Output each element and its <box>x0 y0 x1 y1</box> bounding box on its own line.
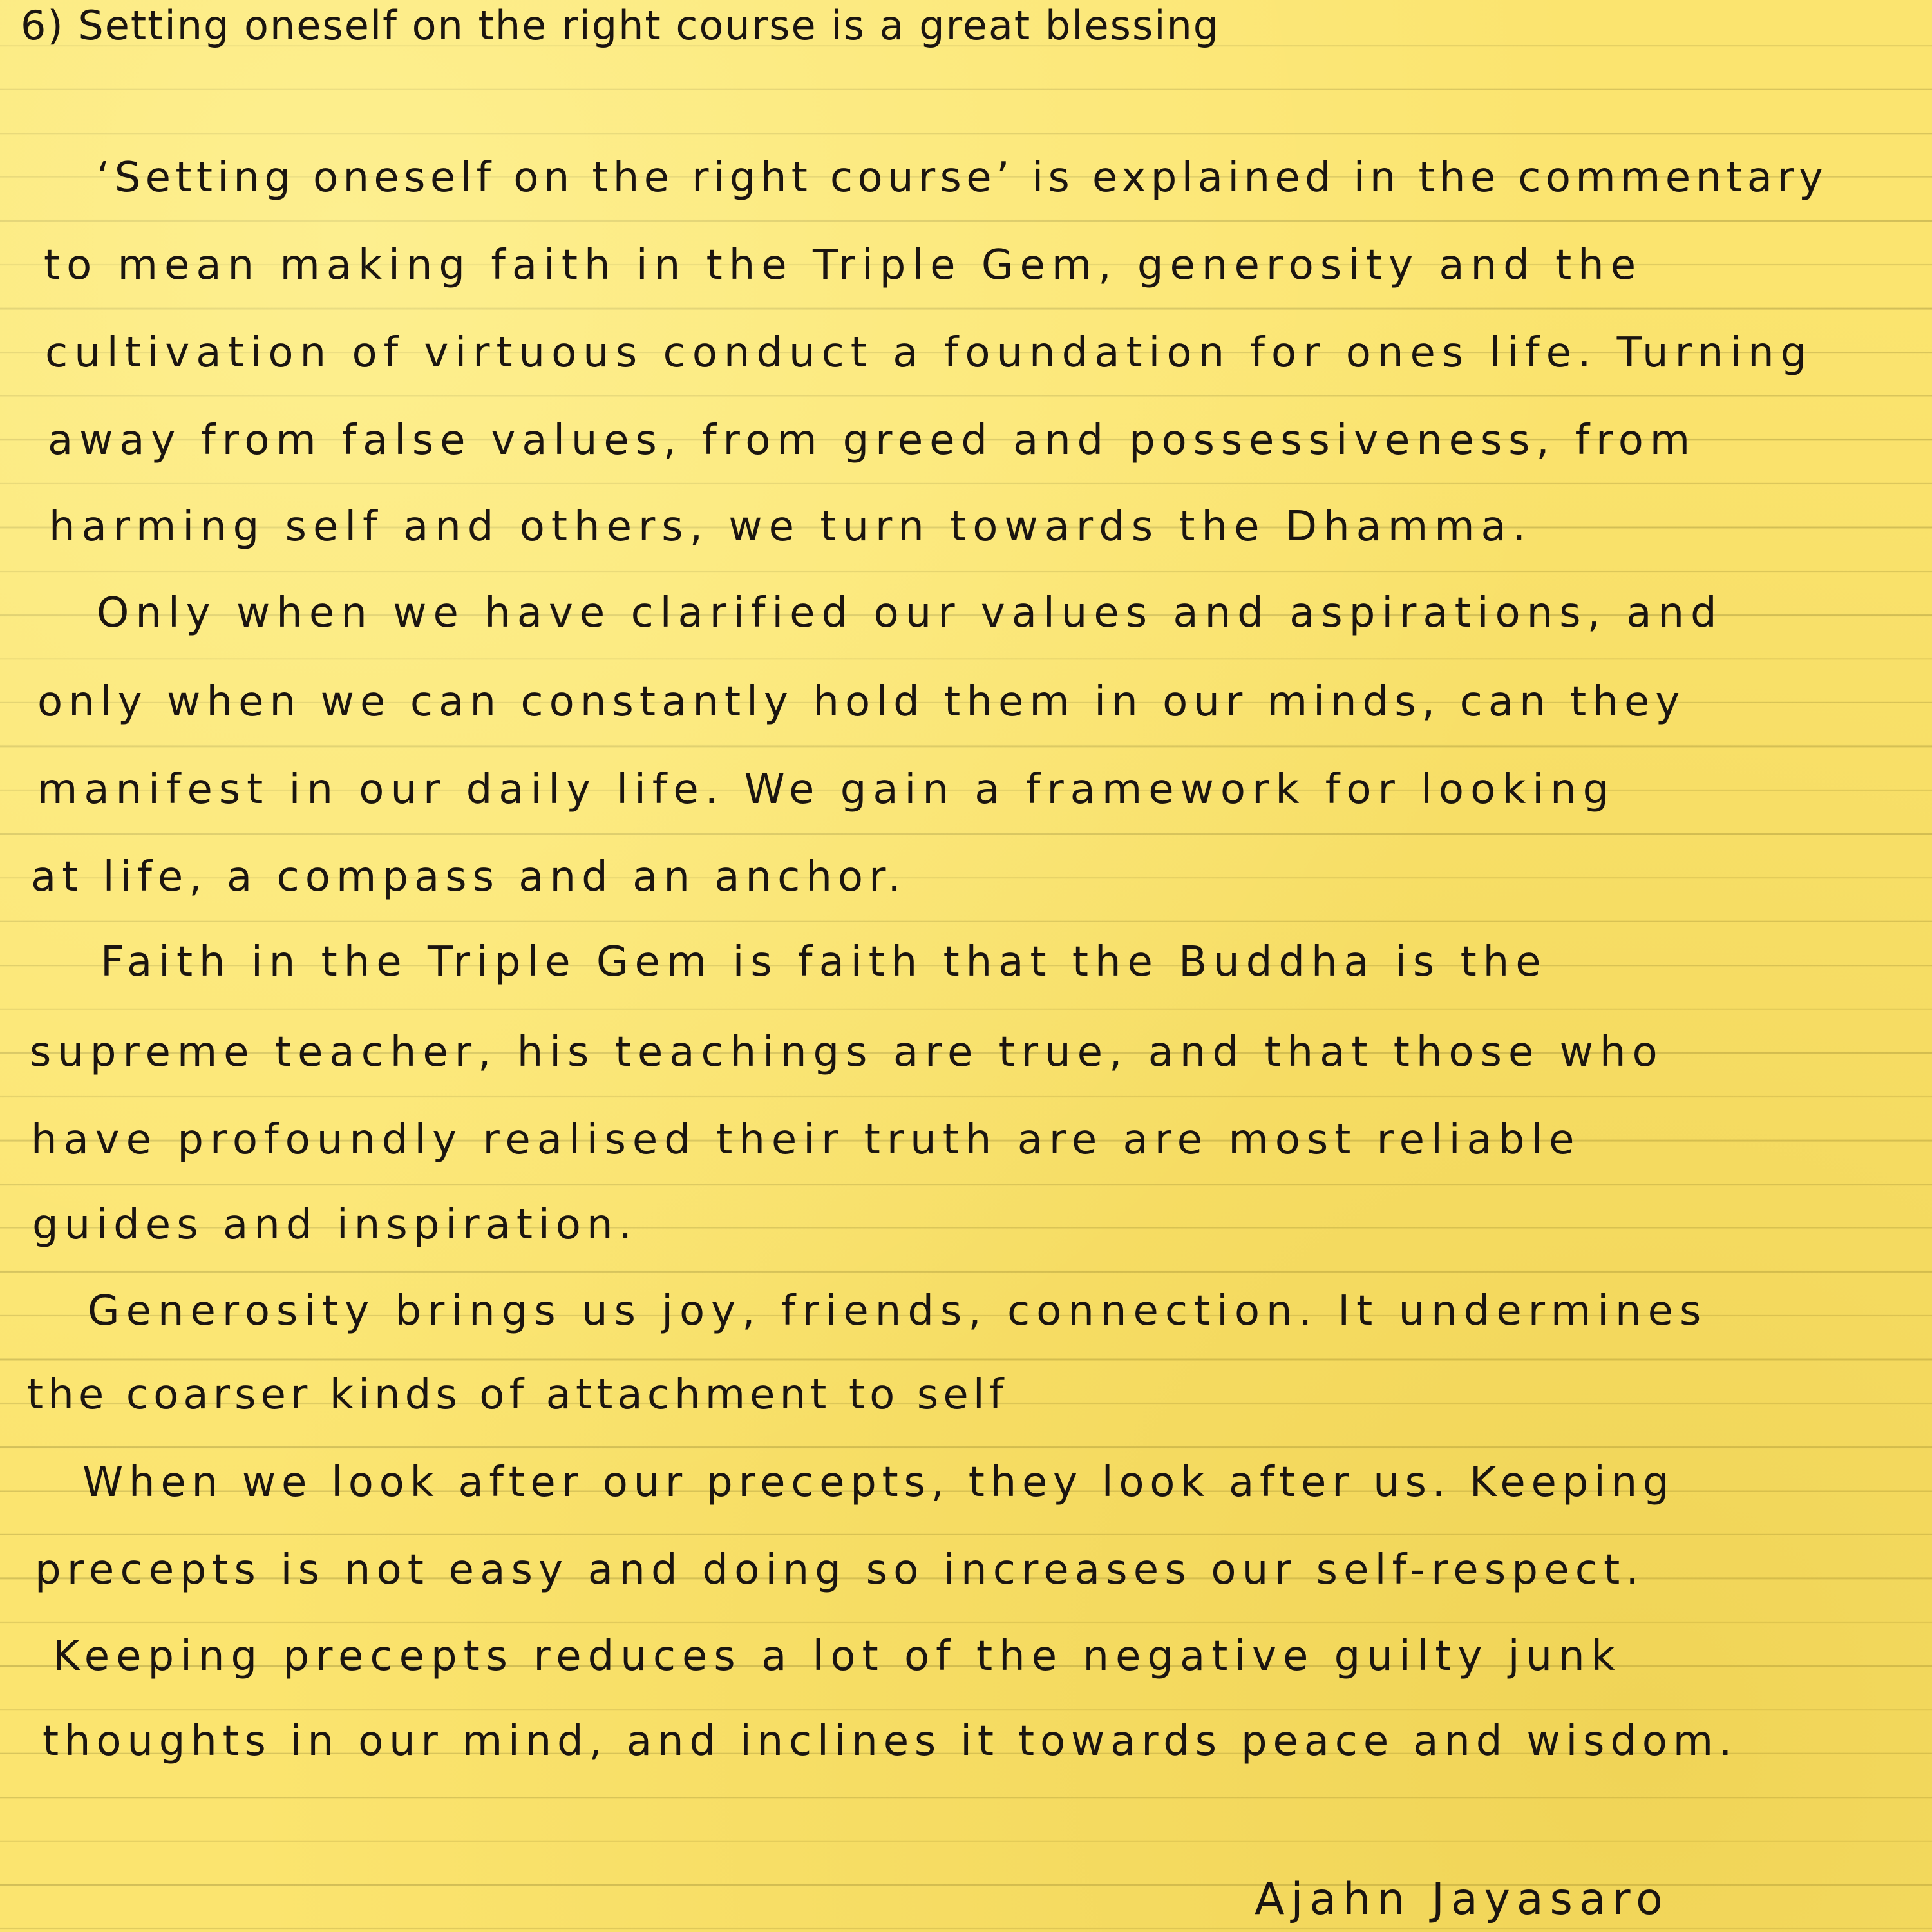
text-line-16: When we look after our precepts, they look after us. Keeping <box>82 1459 1675 1506</box>
text-line-18: Keeping precepts reduces a lot of the negative guilty junk <box>53 1633 1622 1680</box>
heading: 6) Setting oneself on the right course is a great blessing <box>21 2 1220 49</box>
text-line-19: thoughts in our mind, and inclines it towards peace and wisdom. <box>43 1718 1738 1765</box>
text-line-7: only when we can constantly hold them in our minds, can they <box>37 678 1686 726</box>
text-line-1: ‘Setting oneself on the right course’ is explained in the commentary <box>97 154 1828 202</box>
signature: Ajahn Jayasaro <box>1255 1874 1669 1925</box>
text-line-11: supreme teacher, his teachings are true, and that those who <box>30 1028 1664 1076</box>
text-line-9: at life, a compass and an anchor. <box>31 853 907 901</box>
text-line-14: Generosity brings us joy, friends, connection. It undermines <box>88 1287 1708 1335</box>
text-line-10: Faith in the Triple Gem is faith that the Buddha is the <box>100 938 1548 986</box>
text-line-8: manifest in our daily life. We gain a framework for looking <box>37 766 1616 813</box>
text-line-5: harming self and others, we turn towards the Dhamma. <box>49 503 1533 551</box>
text-line-12: have profoundly realised their truth are are most reliable <box>31 1116 1581 1164</box>
text-line-13: guides and inspiration. <box>32 1201 638 1249</box>
text-line-6: Only when we have clarified our values and aspirations, and <box>97 589 1723 637</box>
text-line-3: cultivation of virtuous conduct a foundation for ones life. Turning <box>45 329 1814 377</box>
text-line-4: away from false values, from greed and possessiveness, from <box>48 417 1696 464</box>
text-line-15: the coarser kinds of attachment to self <box>27 1371 1009 1419</box>
text-line-17: precepts is not easy and doing so increases our self-respect. <box>35 1546 1645 1594</box>
text-line-2: to mean making faith in the Triple Gem, generosity and the <box>44 242 1643 289</box>
